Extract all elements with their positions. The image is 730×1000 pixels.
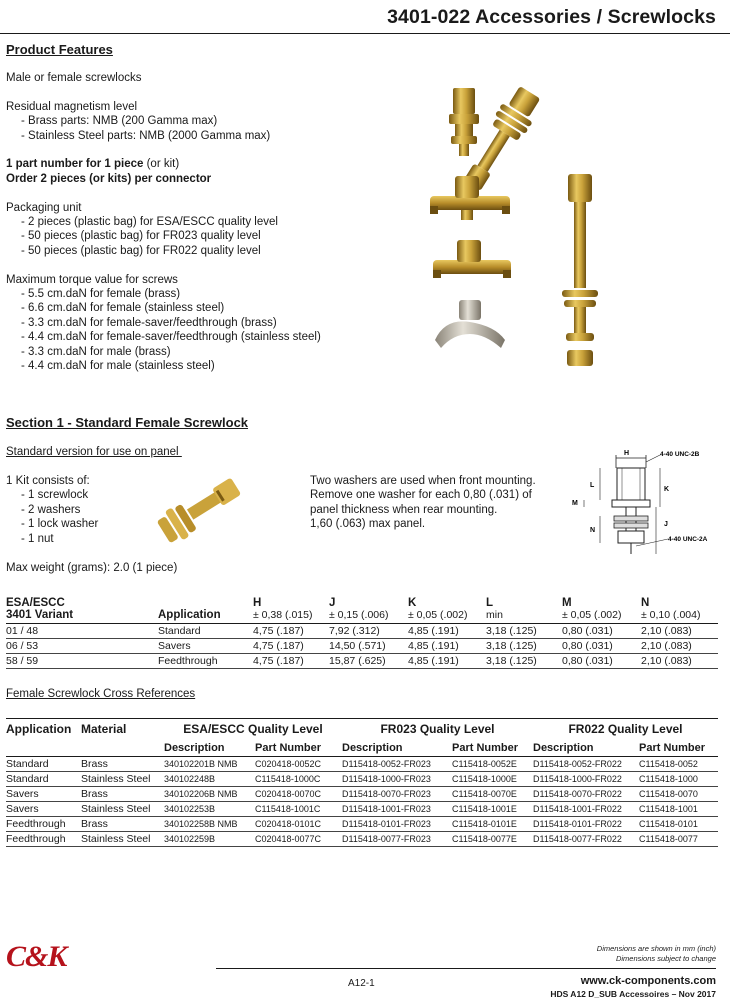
feature-line xyxy=(6,345,321,359)
feature-line xyxy=(6,114,321,128)
table-cell: 4,85 (.191) xyxy=(408,624,486,639)
table-cell: D115418-0052-FR023 xyxy=(342,757,452,772)
col-fr022-level: FR022 Quality Level xyxy=(568,722,683,736)
feature-text: - 3.3 cm.daN for male (brass) xyxy=(21,345,171,358)
table-cell: C115418-0077 xyxy=(639,832,718,847)
feature-line xyxy=(6,287,321,301)
col-esa-part: Part Number xyxy=(255,742,322,754)
table-cell: C115418-0101E xyxy=(452,817,533,832)
feature-line xyxy=(6,273,321,287)
table-cell: C115418-0101 xyxy=(639,817,718,832)
section1-subheading: Standard version for use on panel xyxy=(6,446,182,458)
table-cell: C115418-1000C xyxy=(255,772,342,787)
table-cell: 01 / 48 xyxy=(6,624,158,639)
table-cell: 15,87 (.625) xyxy=(329,654,408,669)
table-cell: D115418-0101-FR022 xyxy=(533,817,639,832)
feature-line xyxy=(6,157,321,171)
table-cell: 4,75 (.187) xyxy=(253,654,329,669)
table-cell: 58 / 59 xyxy=(6,654,158,669)
note-line: 1,60 (.063) max panel. xyxy=(310,518,426,531)
feature-line xyxy=(6,100,321,114)
table-cell: 14,50 (.571) xyxy=(329,639,408,654)
dim-col-label: N xyxy=(641,597,650,609)
dim-col-label: K xyxy=(408,597,417,609)
table-cell: 0,80 (.031) xyxy=(562,654,641,669)
feature-text: - 50 pieces (plastic bag) for FR023 quality level xyxy=(21,230,261,243)
dim-col-label: ESA/ESCC xyxy=(6,597,65,609)
feature-line xyxy=(6,71,321,85)
product-photos xyxy=(425,78,725,378)
dim-l-label: L xyxy=(590,482,595,489)
feature-line xyxy=(6,301,321,315)
dim-j-label: J xyxy=(664,521,668,528)
max-weight: Max weight (grams): 2.0 (1 piece) xyxy=(6,562,178,574)
dim-col-header xyxy=(253,597,329,624)
feature-line xyxy=(6,316,321,330)
table-cell: C020418-0077C xyxy=(255,832,342,847)
table-cell: 0,80 (.031) xyxy=(562,639,641,654)
table-cell: C115418-0052E xyxy=(452,757,533,772)
table-cell: C115418-1001E xyxy=(452,802,533,817)
dim-col-header xyxy=(562,597,641,624)
features-list xyxy=(6,71,321,373)
table-cell: Standard xyxy=(158,624,253,639)
dim-col-tolerance: ± 0,10 (.004) xyxy=(641,609,701,621)
feature-text: Order 2 pieces (or kits) per connector xyxy=(6,172,212,185)
feature-text: Maximum torque value for screws xyxy=(6,273,178,286)
feature-text: - Stainless Steel parts: NMB (2000 Gamma max) xyxy=(21,129,271,142)
page-title: 3401-022 Accessories / Screwlocks xyxy=(387,6,716,28)
table-cell: D115418-1000-FR023 xyxy=(342,772,452,787)
table-cell: Stainless Steel xyxy=(81,802,164,817)
feedthrough-screwlock-icon xyxy=(562,174,598,366)
table-cell: D115418-0077-FR023 xyxy=(342,832,452,847)
dim-col-label2: 3401 Variant xyxy=(6,609,74,621)
table-cell: Standard xyxy=(6,772,81,787)
table-row xyxy=(6,624,718,639)
dim-col-header xyxy=(486,597,562,624)
dim-col-header xyxy=(408,597,486,624)
thread-top-label: 4-40 UNC-2B xyxy=(660,451,700,458)
feature-suffix: (or kit) xyxy=(143,158,180,171)
kit-item: - 1 nut xyxy=(21,532,54,545)
table-cell: D115418-0052-FR022 xyxy=(533,757,639,772)
mounting-note xyxy=(310,474,536,532)
table-cell: D115418-0070-FR023 xyxy=(342,787,452,802)
col-fr023-description: Description xyxy=(342,742,403,754)
feature-line xyxy=(6,330,321,344)
table-cell: 4,75 (.187) xyxy=(253,624,329,639)
dim-col-label: H xyxy=(253,597,262,609)
table-cell: Feedthrough xyxy=(6,832,81,847)
feature-text: - 4.4 cm.daN for male (stainless steel) xyxy=(21,360,215,373)
table-row xyxy=(6,802,718,817)
kit-contents xyxy=(6,474,98,546)
table-row xyxy=(6,654,718,669)
feature-text: Male or female screwlocks xyxy=(6,72,142,84)
table-row xyxy=(6,757,718,772)
dim-col-label: L xyxy=(486,597,494,609)
feature-text: Residual magnetism level xyxy=(6,100,138,113)
male-screwlock-icon xyxy=(449,88,479,156)
dim-n-label: N xyxy=(590,527,596,534)
table-row xyxy=(6,787,718,802)
table-row xyxy=(6,817,718,832)
dim-col-header xyxy=(641,597,718,624)
feature-spacer xyxy=(6,85,321,99)
table-cell: Stainless Steel xyxy=(81,832,164,847)
xref-table xyxy=(6,718,718,847)
kit-item: - 1 lock washer xyxy=(21,518,99,531)
feature-text: Packaging unit xyxy=(6,201,82,214)
table-cell: C115418-1000 xyxy=(639,772,718,787)
dim-col-tolerance: min xyxy=(486,609,503,621)
dimension-drawing xyxy=(560,446,720,558)
table-cell: D115418-0101-FR023 xyxy=(342,817,452,832)
dim-col-label: Application xyxy=(158,609,221,621)
page-number: A12-1 xyxy=(348,978,375,989)
dim-col-tolerance: ± 0,15 (.006) xyxy=(329,609,389,621)
note-line: Two washers are used when front mounting. xyxy=(310,475,536,487)
table-cell: Brass xyxy=(81,817,164,832)
table-cell: 340102201B NMB xyxy=(164,757,255,772)
feature-text: - 6.6 cm.daN for female (stainless steel) xyxy=(21,302,225,315)
table-cell: 2,10 (.083) xyxy=(641,624,718,639)
table-cell: Feedthrough xyxy=(6,817,81,832)
table-cell: C115418-0077E xyxy=(452,832,533,847)
feature-line xyxy=(6,359,321,373)
table-cell: Standard xyxy=(6,757,81,772)
kit-item: 1 Kit consists of: xyxy=(6,475,90,487)
document-id: HDS A12 D_SUB Accessoires – Nov 2017 xyxy=(550,989,716,999)
table-cell: D115418-1001-FR023 xyxy=(342,802,452,817)
dim-col-header xyxy=(158,597,253,624)
table-cell: 2,10 (.083) xyxy=(641,639,718,654)
table-cell: Feedthrough xyxy=(158,654,253,669)
table-cell: D115418-0070-FR022 xyxy=(533,787,639,802)
feature-text: - 3.3 cm.daN for female-saver/feedthrough (brass) xyxy=(21,316,277,329)
feature-line xyxy=(6,201,321,215)
feature-spacer xyxy=(6,186,321,200)
footer-note-dimensions: Dimensions are shown in mm (inch) xyxy=(596,944,716,953)
table-cell: C115418-0052 xyxy=(639,757,718,772)
header-rule xyxy=(0,33,730,34)
col-application: Application xyxy=(6,722,72,736)
feature-text: - 50 pieces (plastic bag) for FR022 quality level xyxy=(21,244,261,257)
table-cell: 340102253B xyxy=(164,802,255,817)
table-cell: Brass xyxy=(81,757,164,772)
table-cell: Brass xyxy=(81,787,164,802)
feature-line xyxy=(6,229,321,243)
feature-text: - 4.4 cm.daN for female-saver/feedthrough (stainless steel) xyxy=(21,331,321,344)
xref-sub-header xyxy=(6,740,718,757)
kit-item: - 1 screwlock xyxy=(21,489,89,502)
table-cell: 4,85 (.191) xyxy=(408,639,486,654)
feature-text: - 5.5 cm.daN for female (brass) xyxy=(21,288,181,301)
steel-clip-icon xyxy=(435,300,505,348)
ck-logo: C&K xyxy=(6,940,67,973)
feedthrough-plate-icon xyxy=(433,240,511,278)
dimension-table-header xyxy=(6,597,718,624)
feature-text: - 2 pieces (plastic bag) for ESA/ESCC quality level xyxy=(21,216,278,229)
table-row xyxy=(6,639,718,654)
table-cell: D115418-1000-FR022 xyxy=(533,772,639,787)
note-line: Remove one washer for each 0,80 (.031) of xyxy=(310,489,532,502)
dim-col-tolerance: ± 0,05 (.002) xyxy=(562,609,622,621)
note-line: panel thickness when rear mounting. xyxy=(310,503,498,516)
table-cell: 340102248B xyxy=(164,772,255,787)
col-esa-level: ESA/ESCC Quality Level xyxy=(183,722,323,736)
xref-heading: Female Screwlock Cross References xyxy=(6,688,196,700)
table-cell: 3,18 (.125) xyxy=(486,624,562,639)
col-esa-description: Description xyxy=(164,742,225,754)
table-cell: 3,18 (.125) xyxy=(486,654,562,669)
table-row xyxy=(6,772,718,787)
dim-col-label: J xyxy=(329,597,336,609)
table-cell: C020418-0101C xyxy=(255,817,342,832)
table-cell: D115418-1001-FR022 xyxy=(533,802,639,817)
feature-spacer xyxy=(6,258,321,272)
dim-col-tolerance: ± 0,05 (.002) xyxy=(408,609,468,621)
dim-k-label: K xyxy=(664,486,670,493)
table-cell: 340102258B NMB xyxy=(164,817,255,832)
table-cell: 2,10 (.083) xyxy=(641,654,718,669)
table-cell: Savers xyxy=(6,802,81,817)
dim-col-header xyxy=(6,597,158,624)
col-fr023-part: Part Number xyxy=(452,742,519,754)
dim-h-label: H xyxy=(624,450,630,457)
table-cell: C020418-0070C xyxy=(255,787,342,802)
website-link[interactable]: www.ck-components.com xyxy=(580,975,716,987)
table-row xyxy=(6,832,718,847)
table-cell: C115418-0070E xyxy=(452,787,533,802)
feature-text: 1 part number for 1 piece xyxy=(6,158,144,171)
table-cell: C115418-1001C xyxy=(255,802,342,817)
dim-col-label: M xyxy=(562,597,572,609)
col-fr022-description: Description xyxy=(533,742,594,754)
dim-col-tolerance: ± 0,38 (.015) xyxy=(253,609,313,621)
table-cell: D115418-0077-FR022 xyxy=(533,832,639,847)
table-cell: C115418-0070 xyxy=(639,787,718,802)
feature-spacer xyxy=(6,143,321,157)
table-cell: 7,92 (.312) xyxy=(329,624,408,639)
table-cell: Stainless Steel xyxy=(81,772,164,787)
feature-line xyxy=(6,215,321,229)
dim-m-label: M xyxy=(572,500,578,507)
section1-heading: Section 1 - Standard Female Screwlock xyxy=(6,415,249,430)
table-cell: 340102259B xyxy=(164,832,255,847)
feature-text: - Brass parts: NMB (200 Gamma max) xyxy=(21,115,218,128)
dim-col-header xyxy=(329,597,408,624)
table-cell: 3,18 (.125) xyxy=(486,639,562,654)
kit-photo xyxy=(148,474,248,548)
saver-plate-icon xyxy=(430,176,510,220)
table-cell: C115418-1001 xyxy=(639,802,718,817)
dimension-table xyxy=(6,597,718,669)
col-fr023-level: FR023 Quality Level xyxy=(380,722,495,736)
xref-group-header xyxy=(6,719,718,741)
feature-line xyxy=(6,129,321,143)
kit-item: - 2 washers xyxy=(21,503,81,516)
table-cell: 0,80 (.031) xyxy=(562,624,641,639)
feature-line xyxy=(6,244,321,258)
col-fr022-part: Part Number xyxy=(639,742,706,754)
table-cell: C115418-1000E xyxy=(452,772,533,787)
table-cell: Savers xyxy=(158,639,253,654)
table-cell: 340102206B NMB xyxy=(164,787,255,802)
table-cell: C020418-0052C xyxy=(255,757,342,772)
footer-note-subject: Dimensions subject to change xyxy=(615,954,716,963)
thread-bottom-label: 4-40 UNC-2A xyxy=(668,536,708,543)
table-cell: 4,75 (.187) xyxy=(253,639,329,654)
table-cell: 4,85 (.191) xyxy=(408,654,486,669)
table-cell: Savers xyxy=(6,787,81,802)
feature-line xyxy=(6,172,321,186)
features-heading: Product Features xyxy=(6,42,113,57)
table-cell: 06 / 53 xyxy=(6,639,158,654)
footer-rule xyxy=(216,968,716,969)
col-material: Material xyxy=(81,722,127,736)
